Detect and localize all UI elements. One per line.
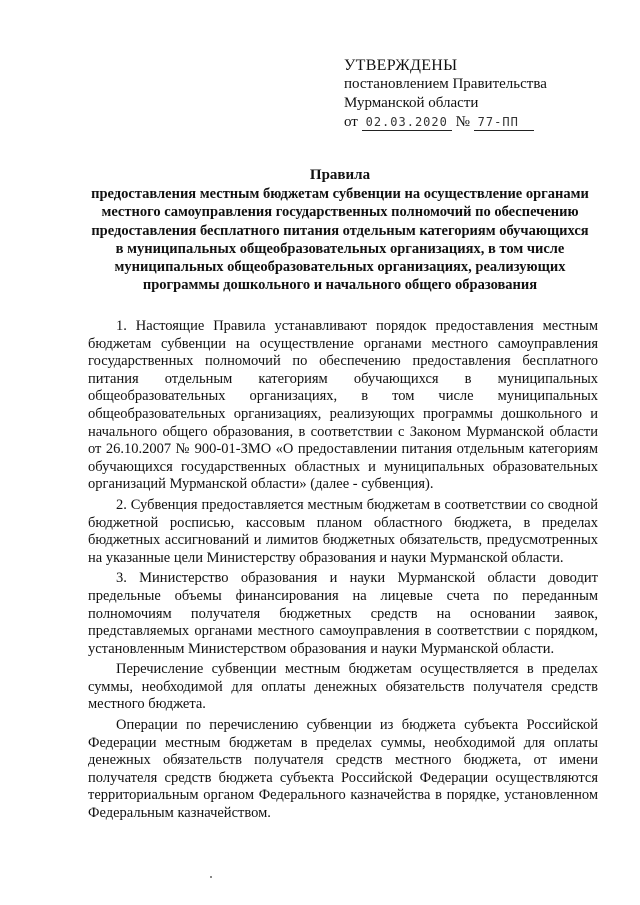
title-subtitle: предоставления местным бюджетам субвенции на осуществление органами местного самоуправления государственных полномочий по обеспечению предоставления бесплатного питания отдельным категориям обучающихся в муниципальных общеобразовательных организациях, в том числе муниципальных общеобразовательных организациях, реализующих программы дошкольного и начального общего образования [91,186,589,294]
approval-heading: УТВЕРЖДЕНЫ [344,57,458,74]
approval-number [474,115,534,131]
approval-line-1: постановлением Правительства [344,76,547,92]
document-body [88,318,598,826]
approval-date-value: 02.03.2020 [365,115,448,129]
from-label: от [344,114,358,130]
approval-number-value: 77-ПП [477,115,519,129]
approval-block [344,56,614,132]
paragraph-5: Операции по перечислению субвенции из бюджета субъекта Российской Федерации местным бюджетам в пределах суммы, необходимой для оплаты денежных обязательств получателя средств местного бюджета, от имени получателя средств бюджета субъекта Российской Федерации осуществляются территориальным органом Федерального казначейства в порядке, установленном Федеральным казначейством. [88,717,598,822]
scan-speck [210,876,212,878]
title-main: Правила [309,167,371,183]
approval-date [362,115,452,131]
approval-date-line [344,113,614,132]
paragraph-3: 3. Министерство образования и науки Мурманской области доводит предельные объемы финансирования на лицевые счета по переданным полномочиям получателя бюджетных средств на основании заявок, представляемых органами местного самоуправления в соответствии с порядком, установленным Министерством образования и науки Мурманской области. [88,570,598,657]
document-title [88,166,592,294]
paragraph-1: 1. Настоящие Правила устанавливают порядок предоставления местным бюджетам субвенции на осуществление органами местного самоуправления государственных полномочий по обеспечению предоставления бесплатного питания отдельным категориям обучающихся в муниципальных общеобразовательных организациях, в том числе муниципальных общеобразовательных организациях, реализующих программы дошкольного и начального общего образования, в соответствии с Законом Мурманской области от 26.10.2007 № 900-01-ЗМО «О предоставлении питания отдельным категориям обучающихся государственных областных и муниципальных образовательных организаций Мурманской области» (далее - субвенция). [88,318,598,493]
number-label: № [455,114,470,130]
paragraph-2: 2. Субвенция предоставляется местным бюджетам в соответствии со сводной бюджетной росписью, кассовым планом областного бюджета, в пределах бюджетных ассигнований и лимитов бюджетных обязательств, предусмотренных на указанные цели Министерству образования и науки Мурманской области. [88,496,598,566]
approval-line-2: Мурманской области [344,95,479,111]
paragraph-4: Перечисление субвенции местным бюджетам осуществляется в пределах суммы, необходимой для оплаты денежных обязательств получателя средств местного бюджета. [88,661,598,713]
